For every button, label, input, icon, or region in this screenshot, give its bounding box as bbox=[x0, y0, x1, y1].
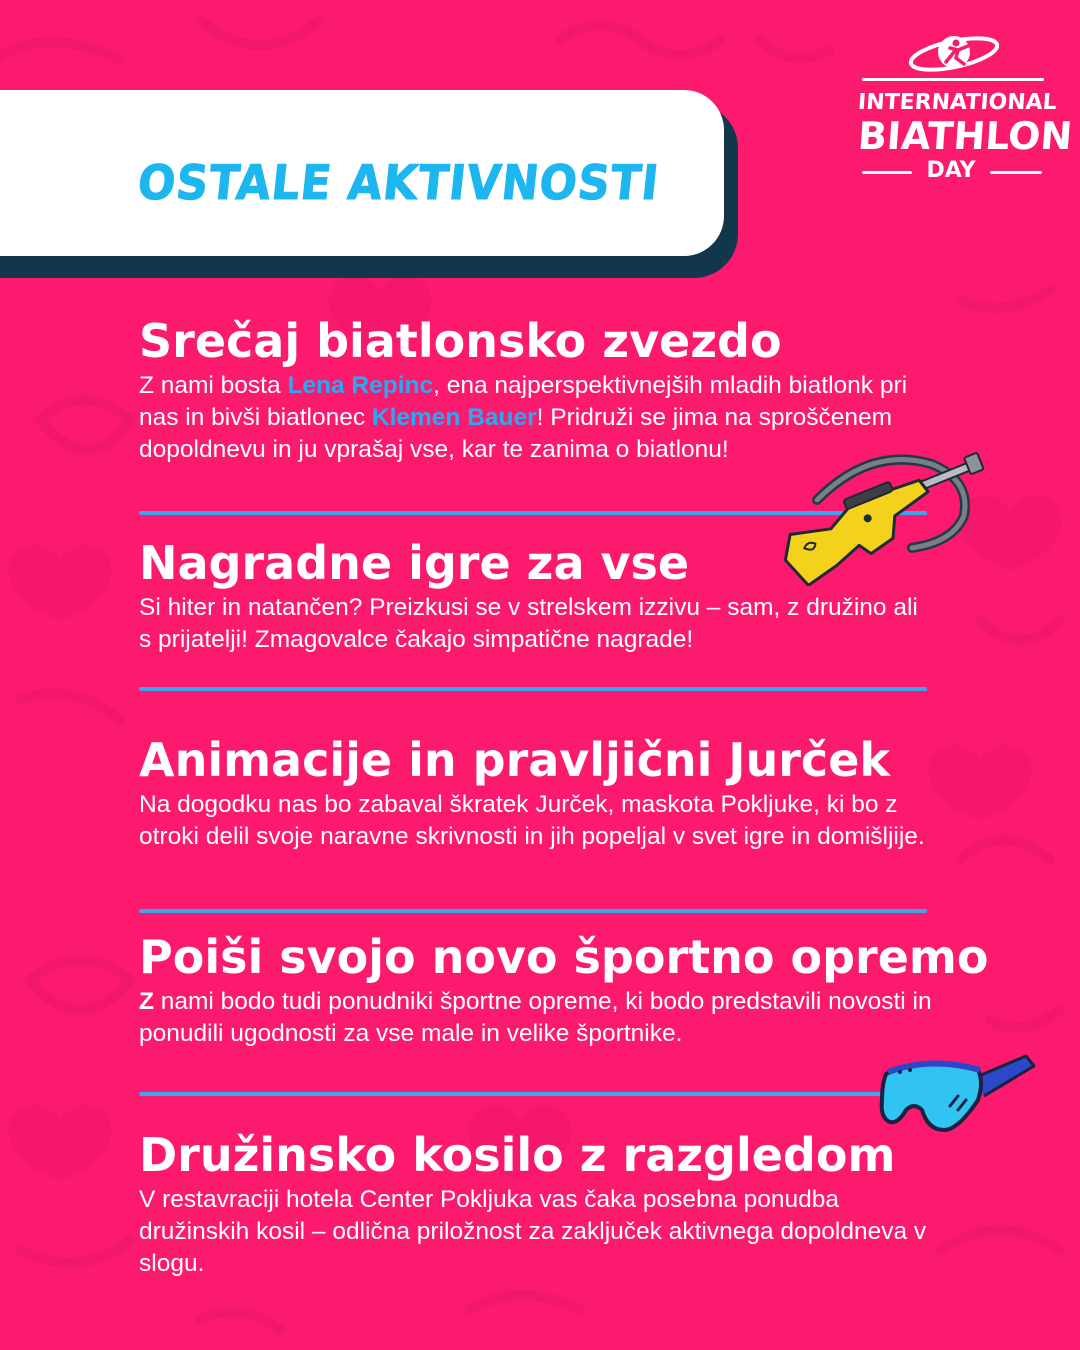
goggles-icon bbox=[878, 1048, 1042, 1144]
section-divider bbox=[139, 1092, 927, 1096]
highlight-name-lena: Lena Repinc bbox=[287, 372, 434, 399]
section-meet-star bbox=[139, 312, 939, 466]
logo-rule-top bbox=[862, 78, 1044, 81]
section-body: Si hiter in natančen? Preizkusi se v strelskem izzivu – sam, z družino ali s prijatelji! Zmagovalce čakajo simpatične nagrade! bbox=[139, 594, 918, 653]
logo-text-biathlon: BIATHLON bbox=[856, 114, 1074, 158]
body-lead-letter: Z bbox=[139, 988, 154, 1015]
highlight-name-klemen: Klemen Bauer bbox=[371, 404, 537, 431]
section-body: V restavraciji hotela Center Pokljuka vas čaka posebna ponudba družinskih kosil – odlična priložnost za zaključek aktivnega dopoldneva v slogu. bbox=[139, 1186, 927, 1277]
body-text: ! Pridruži se jima na sproščenem dopoldnevu in ju vprašaj vse, kar te zanima o biatlonu! bbox=[139, 404, 893, 463]
body-text: Z nami bosta bbox=[139, 372, 288, 399]
section-divider bbox=[139, 687, 927, 691]
section-title: Poiši svojo novo športno opremo bbox=[139, 930, 989, 984]
body-text: nami bodo tudi ponudniki športne opreme, ki bodo predstavili novosti in ponudili ugodnosti za vse male in velike športnike. bbox=[139, 988, 932, 1047]
section-sports-equipment bbox=[139, 928, 989, 1050]
section-animations-jurcek bbox=[139, 731, 939, 853]
rifle-icon bbox=[768, 446, 1000, 586]
logo-rule-right bbox=[990, 171, 1042, 174]
section-body: Na dogodku nas bo zabaval škratek Jurček, maskota Pokljuke, ki bo z otroki delil svoje naravne skrivnosti in jih popeljal v svet igre in domišljije. bbox=[139, 791, 925, 850]
biathlete-emblem-icon bbox=[906, 30, 1002, 82]
section-title: Nagradne igre za vse bbox=[139, 536, 690, 590]
section-family-lunch bbox=[139, 1126, 939, 1280]
logo-text-day: DAY bbox=[926, 158, 976, 183]
section-body bbox=[139, 986, 939, 1050]
international-biathlon-day-logo bbox=[856, 30, 1074, 190]
section-title: Družinsko kosilo z razgledom bbox=[139, 1128, 896, 1182]
section-divider bbox=[139, 909, 927, 913]
body-text: , ena najperspektivnejših mladih biatlonk pri nas in bivši biatlonec bbox=[139, 372, 908, 431]
section-title: Srečaj biatlonsko zvezdo bbox=[139, 314, 782, 368]
page-title: OSTALE AKTIVNOSTI bbox=[135, 155, 662, 212]
logo-text-international: INTERNATIONAL bbox=[857, 90, 1058, 115]
section-title: Animacije in pravljični Jurček bbox=[139, 733, 890, 787]
